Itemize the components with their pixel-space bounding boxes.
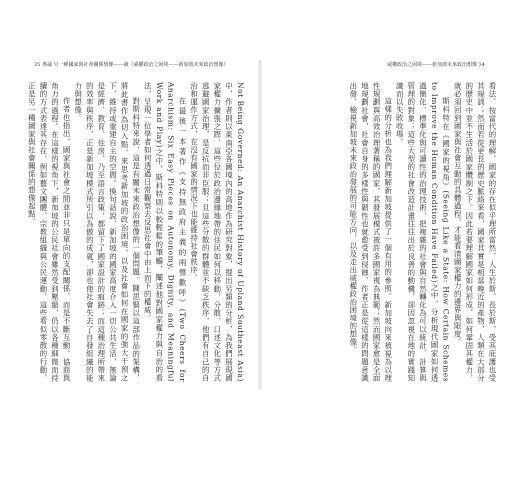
left-paragraph-4: 作者也指出，國家與社會之間並非只是單向的支配關係，而是不斷互動、協商與角力的過程。在這樣的視角下，新加坡的公民社會雖然受到壓縮，仍以各種細微而持續的方式表達其存在，例如藝文團體、宗教組織與公民運動，這些看似零散的行動，正是另一種國家與社會關係的想像起點。 bbox=[27, 82, 72, 382]
right-page bbox=[260, 0, 520, 500]
right-paragraph-1: 看法。按當代的理解，國家的存在似乎理所當然，人生於斯、長於斯，受其庇護也受其規訓；然而若從更長的歷史脈絡來看，國家其實是相當晚近的產物，人類在大部分的歷史中並不生活於國家體制之下。因此若要理解國家如何形成、如何鞏固其權力，就必須回到國家與社會互動的具體過程，才能看清國家權力的邊界與限度。 bbox=[453, 82, 497, 382]
right-body-text bbox=[276, 82, 498, 382]
left-paragraph-3: 對斯科特來說，這是有關未來政治想像的一個問題。陳思賢以這部作品的架構，將此書作為切入點，來思考新加坡的政治困境，以及社會如何在國家的強大干預之下，維持或重建自主的空間。換句話說，新加坡的國家高度介入一切公共生活，無論是經濟、教育、住房、乃至語言政策，都留下了國家設計的痕跡；而這種治理所帶來的效率與秩序，正是新加坡模式所引以為傲的成就，卻也使社會失去了自發組織的能力與想像。 bbox=[73, 82, 141, 382]
right-paragraph-3: 這樣的分析也為我們理解新加坡提供了一個有用的參照。新加坡向來被視為以理性規劃與高效治理著稱的國家，其發展模式被許多國家視為典範；然而國家愈是全面地規劃社會，社會自身的多樣性與韌性也就愈受到侵蝕。作者正是從這樣的問題意識出發，檢視新加坡未來政治發展的可能方向，以及走出威權政治困境的想像。 bbox=[348, 82, 393, 382]
left-body-text bbox=[24, 82, 246, 382]
left-paragraph-2: 在最後一本著作《支持無政府主義的兩聲歡呼》(Two Cheers for Anarchism: Six Easy Pieces on Autonomy, Dignity, and Meaningful Work and Play)之中，斯科特則以較輕鬆的筆觸，闡述他對國家權力與自治的看法，呈現一位學者如何透過日常觀察去反思社會中由上而下的權威。 bbox=[143, 82, 188, 382]
left-paragraph-1: Not Being Governed: An Anarchist History of Upland Southeast Asia)中，作者則以東南亞各國境內的高地作為研究對象，提出另類的分析，為我們展現國家權力擴張之際，這些位於政治邊緣地帶的住民如何以移動、分散、口述文化等方式逃避國家治理，是反抗而非臣服；且這些分散的群體並不缺乏秩序，他們有自己的自治和運作方式，在沒有國家的情況下也能維持社會秩序。 bbox=[189, 82, 245, 382]
right-running-head: 威權政治之困境——新加坡未來政治想像 34 bbox=[387, 62, 485, 68]
right-paragraph-2: 斯科特在《國家的視角》(Seeing Like a State: How Certain Schemes to Improve the Human Condition Have Failed)之中，分析現代國家如何透過簡化、標準化與可讀性的治理技術，把複雜的社會與自然轉化為可以統計、計算與管理的對象；這些大型的社會改造計畫往往出於良善的動機，卻因忽視在地的實踐知識而以失敗收場。 bbox=[395, 82, 451, 382]
left-running-head: 35 導論 另一種國家與社會關係想像——讀《威權政治之困境——新加坡未來政治想像》 bbox=[34, 62, 229, 68]
